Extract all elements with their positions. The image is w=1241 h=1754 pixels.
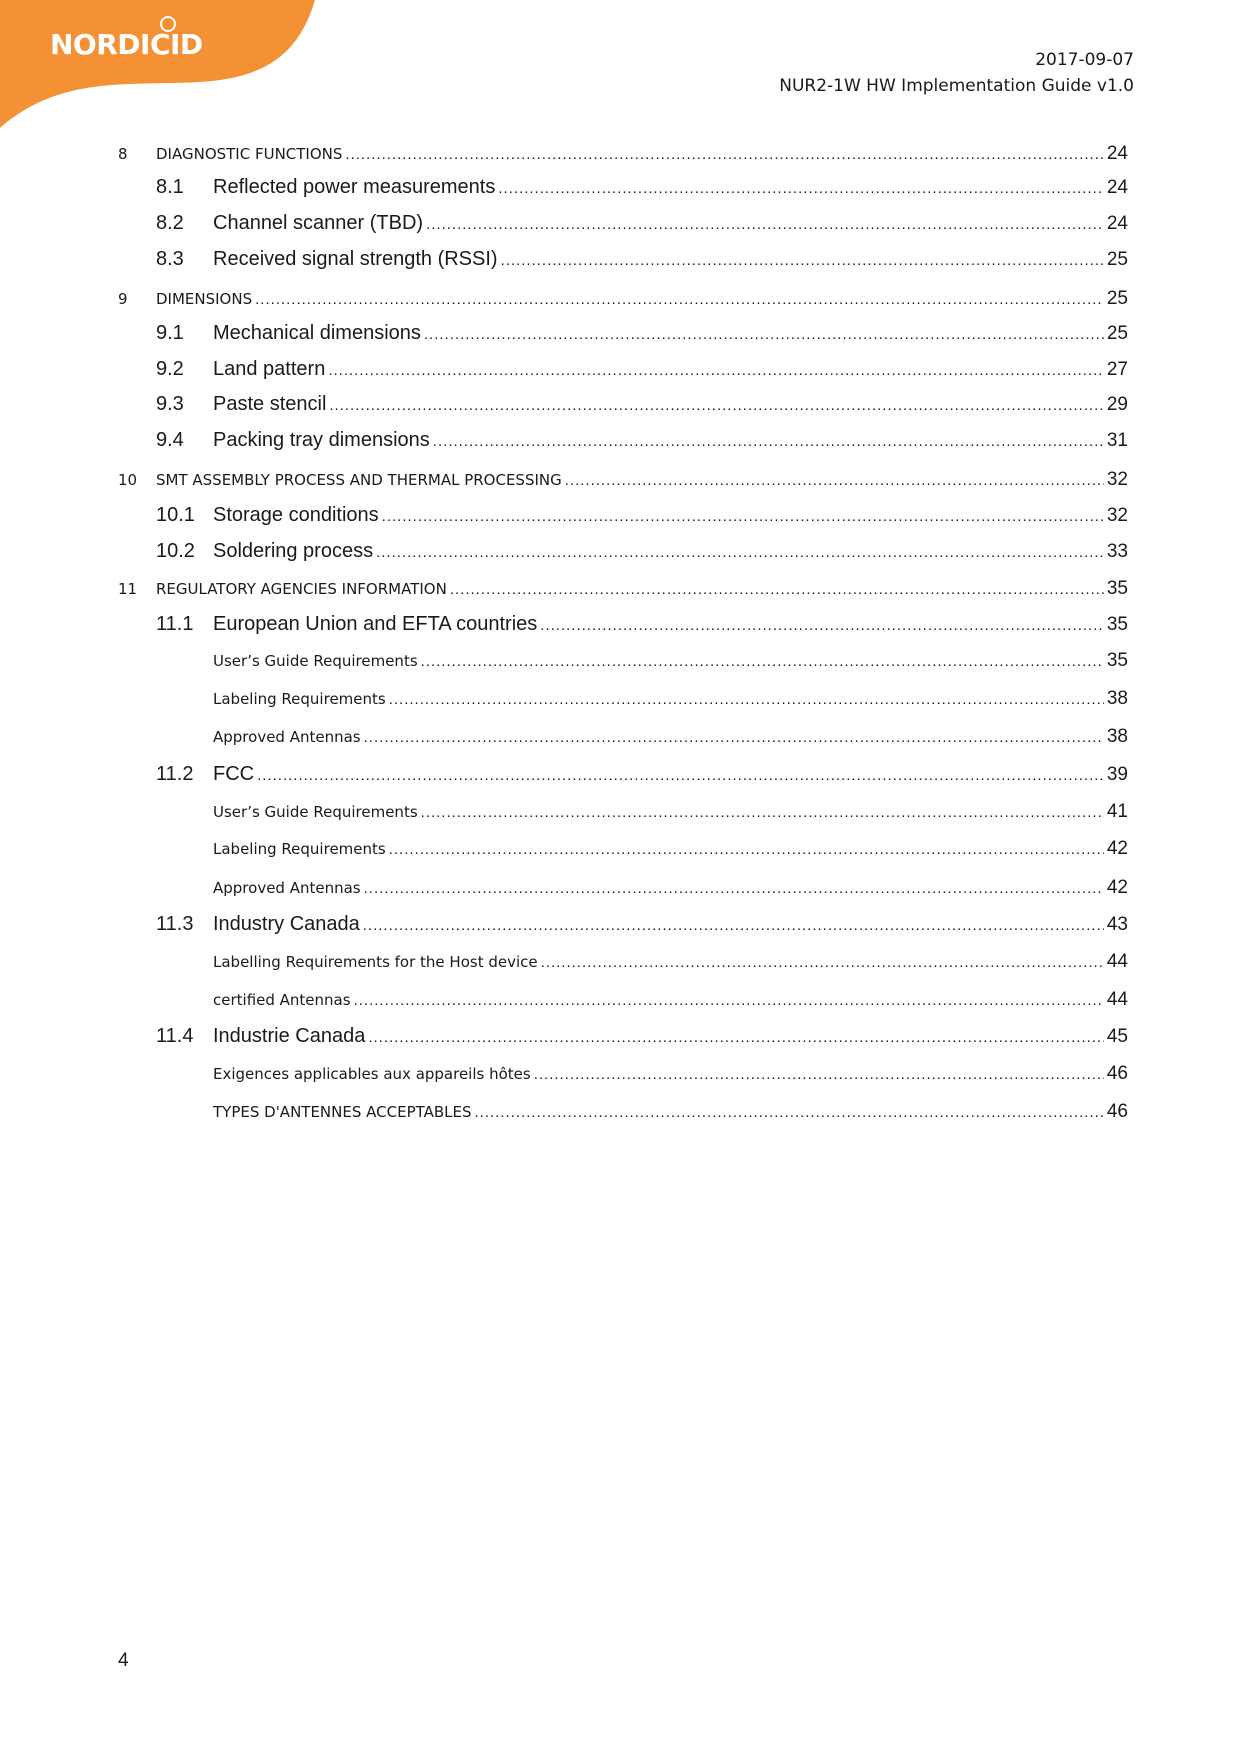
toc-leader <box>328 362 1104 379</box>
toc-number: 10.2 <box>156 540 195 562</box>
toc-entry[interactable] <box>118 288 1128 310</box>
toc-title: Labeling Requirements <box>213 690 386 708</box>
toc-entry[interactable] <box>118 613 1128 636</box>
toc-page-number: 41 <box>1106 801 1128 822</box>
toc-leader <box>433 433 1104 450</box>
toc-number: 8.3 <box>156 248 184 270</box>
toc-leader <box>421 653 1104 670</box>
toc-number: 11.3 <box>156 913 194 935</box>
toc-page-number: 29 <box>1106 394 1128 415</box>
toc-entry[interactable] <box>118 650 1128 672</box>
toc-title: TYPES D'ANTENNES ACCEPTABLES <box>213 1103 472 1121</box>
toc-entry[interactable] <box>118 322 1128 345</box>
toc-leader <box>389 691 1104 708</box>
toc-page-number: 25 <box>1106 249 1128 270</box>
header-doc-title: NUR2-1W HW Implementation Guide v1.0 <box>779 76 1134 96</box>
toc-title: Soldering process <box>213 540 374 562</box>
toc-entry[interactable] <box>118 1063 1128 1085</box>
toc-entry[interactable] <box>118 578 1128 600</box>
toc-page-number: 42 <box>1106 877 1128 898</box>
toc-page-number: 44 <box>1106 951 1128 972</box>
toc-number: 8.2 <box>156 212 184 234</box>
toc-title: Packing tray dimensions <box>213 429 430 451</box>
toc-number: 10.1 <box>156 504 195 526</box>
toc-leader <box>354 992 1104 1009</box>
toc-entry[interactable] <box>118 429 1128 452</box>
toc-leader <box>389 841 1104 858</box>
toc-page-number: 46 <box>1106 1063 1128 1084</box>
toc-page-number: 31 <box>1106 430 1128 451</box>
toc-entry[interactable] <box>118 504 1128 527</box>
toc-entry[interactable] <box>118 469 1128 491</box>
toc-number: 9 <box>118 290 128 308</box>
toc-page-number: 25 <box>1106 288 1128 309</box>
toc-title: Channel scanner (TBD) <box>213 212 424 234</box>
toc-entry[interactable] <box>118 358 1128 381</box>
toc-title: Storage conditions <box>213 504 379 526</box>
toc-page-number: 35 <box>1106 578 1128 599</box>
toc-leader <box>364 729 1104 746</box>
toc-leader <box>540 617 1104 634</box>
logo-text: NORDICID <box>50 28 203 61</box>
toc-page-number: 44 <box>1106 989 1128 1010</box>
toc-title: Approved Antennas <box>213 728 361 746</box>
toc-entry[interactable] <box>118 801 1128 823</box>
toc-leader <box>426 216 1104 233</box>
toc-number: 9.3 <box>156 393 184 415</box>
toc-number: 9.4 <box>156 429 184 451</box>
toc-entry[interactable] <box>118 877 1128 899</box>
toc-number: 9.1 <box>156 322 184 344</box>
toc-entry[interactable] <box>118 913 1128 936</box>
page-number: 4 <box>118 1650 129 1671</box>
toc-page-number: 24 <box>1106 143 1128 164</box>
toc-entry[interactable] <box>118 989 1128 1011</box>
toc-entry[interactable] <box>118 248 1128 271</box>
toc-page-number: 38 <box>1106 726 1128 747</box>
toc-leader <box>345 146 1103 163</box>
toc-entry[interactable] <box>118 726 1128 748</box>
toc-title: DIMENSIONS <box>156 290 253 308</box>
toc-page-number: 32 <box>1106 505 1128 526</box>
toc-entry[interactable] <box>118 1101 1128 1123</box>
toc-title: SMT ASSEMBLY PROCESS AND THERMAL PROCESSING <box>156 471 562 489</box>
toc-title: Industry Canada <box>213 913 360 935</box>
toc-number: 9.2 <box>156 358 184 380</box>
toc-page-number: 38 <box>1106 688 1128 709</box>
toc-page-number: 39 <box>1106 764 1128 785</box>
toc-page-number: 24 <box>1106 213 1128 234</box>
toc-entry[interactable] <box>118 763 1128 786</box>
page-header <box>779 47 1134 99</box>
toc-leader <box>421 804 1104 821</box>
toc-page-number: 42 <box>1106 838 1128 859</box>
toc-title: Mechanical dimensions <box>213 322 421 344</box>
toc-page-number: 27 <box>1106 359 1128 380</box>
toc-entry[interactable] <box>118 176 1128 199</box>
toc-title: Approved Antennas <box>213 879 361 897</box>
toc-leader <box>255 291 1104 308</box>
toc-page-number: 32 <box>1106 469 1128 490</box>
toc-entry[interactable] <box>118 688 1128 710</box>
toc-entry[interactable] <box>118 143 1128 165</box>
toc-leader <box>376 544 1104 561</box>
toc-title: DIAGNOSTIC FUNCTIONS <box>156 145 343 163</box>
toc-title: Labelling Requirements for the Host device <box>213 953 538 971</box>
toc-entry[interactable] <box>118 951 1128 973</box>
toc-title: Paste stencil <box>213 393 327 415</box>
toc-entry[interactable] <box>118 1025 1128 1048</box>
toc-page-number: 43 <box>1106 914 1128 935</box>
toc-page-number: 25 <box>1106 323 1128 344</box>
toc-leader <box>501 252 1104 269</box>
toc-leader <box>534 1066 1104 1083</box>
toc-title: European Union and EFTA countries <box>213 613 538 635</box>
toc-entry[interactable] <box>118 212 1128 235</box>
toc-title: FCC <box>213 763 255 785</box>
toc-title: Received signal strength (RSSI) <box>213 248 498 270</box>
brand-logo <box>0 0 330 130</box>
toc-entry[interactable] <box>118 838 1128 860</box>
toc-leader <box>257 767 1104 784</box>
toc-leader <box>450 581 1104 598</box>
toc-leader <box>368 1029 1104 1046</box>
toc-number: 11 <box>118 580 138 598</box>
toc-leader <box>541 954 1104 971</box>
toc-leader <box>498 180 1104 197</box>
toc-number: 8.1 <box>156 176 184 198</box>
toc-page-number: 24 <box>1106 177 1128 198</box>
toc-number: 11.4 <box>156 1025 194 1047</box>
toc-title: certified Antennas <box>213 991 351 1009</box>
toc-leader <box>364 880 1104 897</box>
logo-swoosh-shape <box>0 0 315 128</box>
toc-entry[interactable] <box>118 540 1128 563</box>
toc-leader <box>382 508 1104 525</box>
toc-number: 10 <box>118 471 138 489</box>
toc-page-number: 35 <box>1106 650 1128 671</box>
toc-leader <box>565 472 1104 489</box>
toc-page-number: 45 <box>1106 1026 1128 1047</box>
toc-title: Reflected power measurements <box>213 176 496 198</box>
toc-title: Labeling Requirements <box>213 840 386 858</box>
toc-number: 11.2 <box>156 763 194 785</box>
toc-title: REGULATORY AGENCIES INFORMATION <box>156 580 447 598</box>
toc-number: 11.1 <box>156 613 194 635</box>
toc-page-number: 35 <box>1106 614 1128 635</box>
toc-title: User’s Guide Requirements <box>213 803 418 821</box>
toc-page-number: 33 <box>1106 541 1128 562</box>
toc-entry[interactable] <box>118 393 1128 416</box>
toc-leader <box>329 397 1103 414</box>
toc-title: Industrie Canada <box>213 1025 366 1047</box>
toc-title: Exigences applicables aux appareils hôtes <box>213 1065 531 1083</box>
toc-leader <box>424 326 1104 343</box>
header-date: 2017-09-07 <box>1035 50 1134 70</box>
toc-page-number: 46 <box>1106 1101 1128 1122</box>
toc-leader <box>475 1104 1104 1121</box>
toc-title: User’s Guide Requirements <box>213 652 418 670</box>
toc-title: Land pattern <box>213 358 326 380</box>
toc-leader <box>363 917 1104 934</box>
toc-number: 8 <box>118 145 128 163</box>
